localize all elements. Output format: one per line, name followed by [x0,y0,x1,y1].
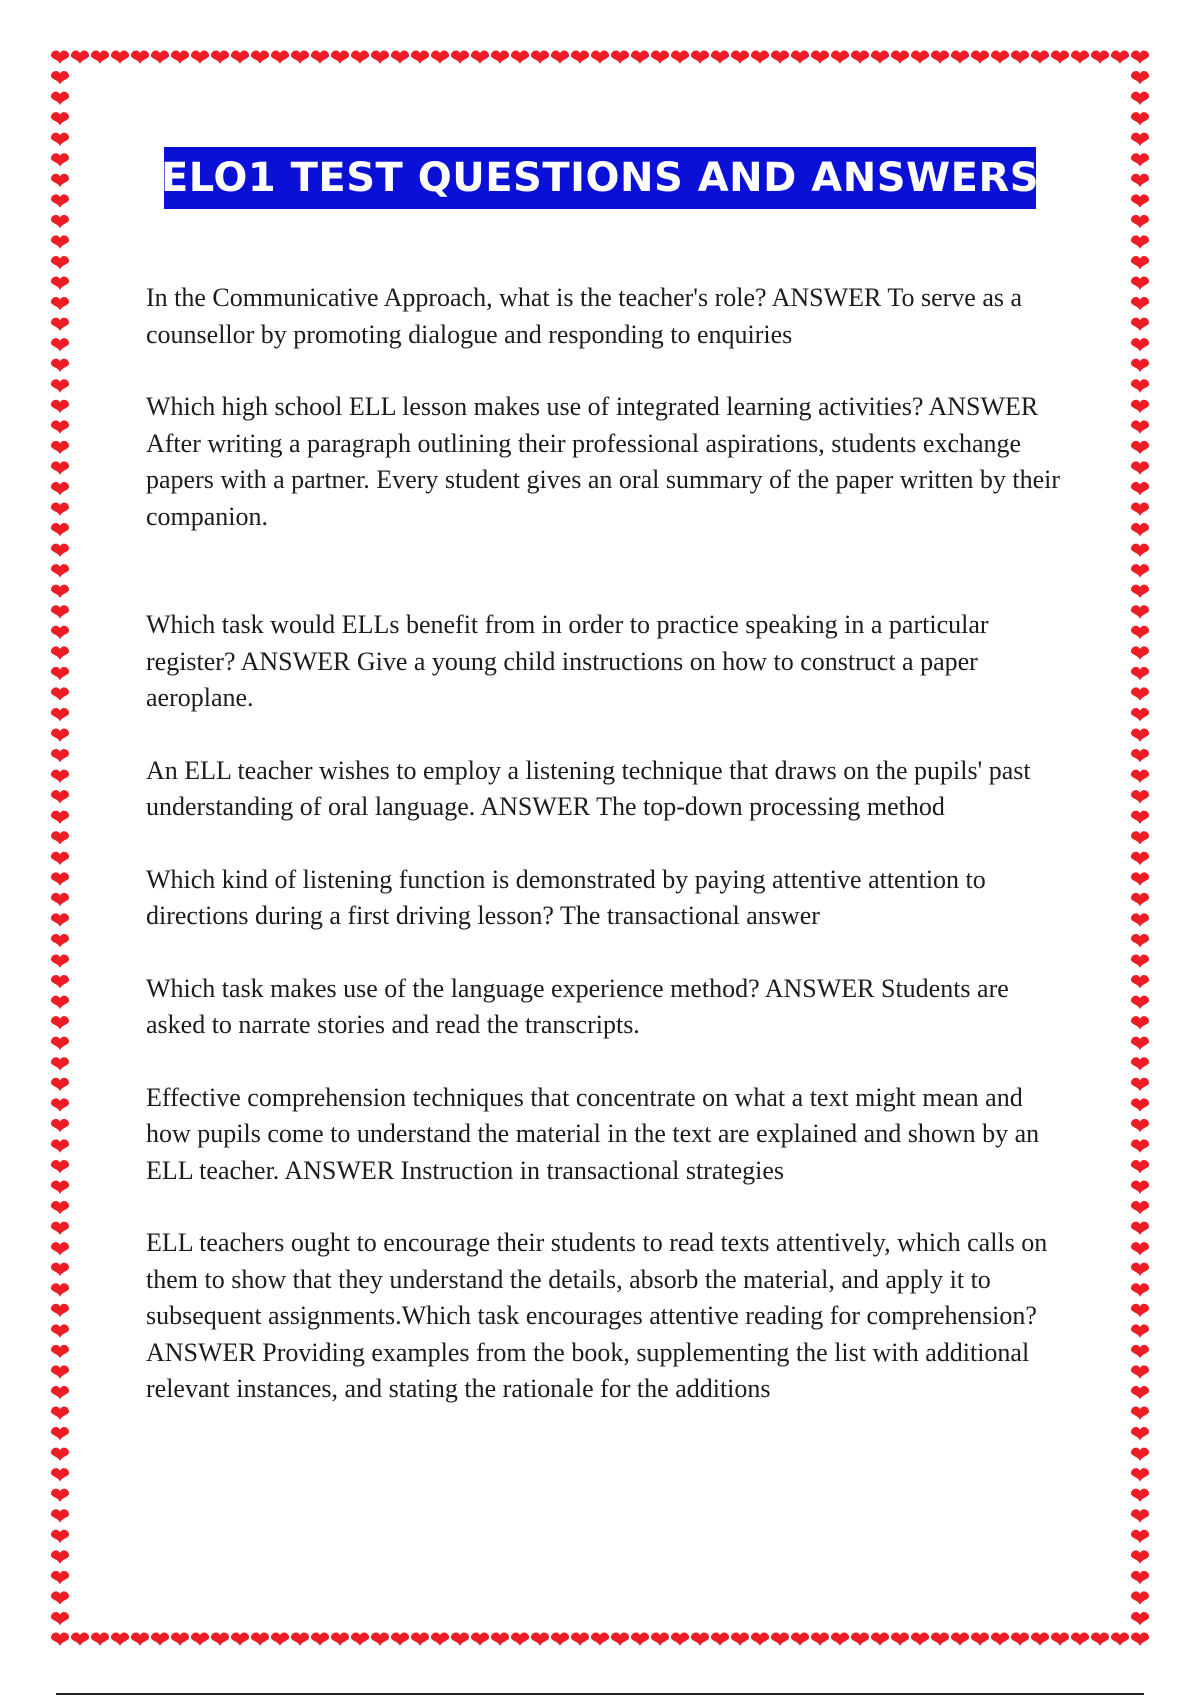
qa-item: ELL teachers ought to encourage their students to read texts attentively, which calls on them to show that they understand the details, absorb the material, and apply it to subsequent assignments.Which task encourages attentive reading for comprehension? ANSWER Providing examples from the book, supplementing the list with additional relevant instances, and stating the rationale for the additions [146,1228,1048,1403]
heart-icon [51,646,69,660]
heart-icon [51,1530,69,1544]
heart-icon [51,790,69,804]
heart-icon [931,51,949,65]
heart-icon [391,1633,409,1647]
heart-icon [51,729,69,743]
heart-icon [1131,1263,1149,1277]
heart-icon [1131,1407,1149,1421]
heart-icon [631,51,649,65]
heart-icon [691,51,709,65]
heart-icon [51,1365,69,1379]
heart-icon [611,1633,629,1647]
heart-icon [51,913,69,927]
heart-icon [51,174,69,188]
heart-icon [1131,112,1149,126]
heart-icon [451,51,469,65]
qa-item: Which task makes use of the language experience method? ANSWER Students are asked to narrate stories and read the transcripts. [146,973,1009,1039]
heart-icon [51,1324,69,1338]
heart-icon [1131,51,1149,65]
heart-icon [351,51,369,65]
heart-icon [51,585,69,599]
heart-icon [891,1633,909,1647]
heart-icon [1131,934,1149,948]
heart-icon [1131,1078,1149,1092]
heart-icon [791,1633,809,1647]
heart-icon [771,51,789,65]
heart-icon [911,51,929,65]
heart-icon [331,51,349,65]
heart-icon [631,1633,649,1647]
heart-icon [1131,893,1149,907]
heart-icon [371,51,389,65]
heart-icon [51,194,69,208]
heart-icon [1071,51,1089,65]
heart-icon [51,1098,69,1112]
heart-icon [711,51,729,65]
heart-icon [511,1633,529,1647]
heart-icon [1131,1222,1149,1236]
heart-icon [51,1448,69,1462]
heart-icon [391,51,409,65]
heart-icon [51,770,69,784]
heart-icon [691,1633,709,1647]
heart-icon [51,277,69,291]
heart-icon [111,1633,129,1647]
heart-icon [351,1633,369,1647]
heart-icon [51,544,69,558]
heart-icon [851,1633,869,1647]
heart-icon [991,1633,1009,1647]
heart-icon [51,893,69,907]
heart-icon [571,1633,589,1647]
heart-icon [1131,1448,1149,1462]
heart-icon [91,51,109,65]
heart-icon [51,811,69,825]
heart-icon [51,215,69,229]
heart-icon [1131,1550,1149,1564]
heart-icon [51,1468,69,1482]
heart-icon [51,1139,69,1153]
heart-icon [1131,996,1149,1010]
qa-item: Which kind of listening function is demonstrated by paying attentive attention to directions during a first driving lesson? The transactional answer [146,864,986,930]
heart-icon [1131,1591,1149,1605]
heart-icon [311,51,329,65]
heart-icon [51,1222,69,1236]
heart-icon [1131,1139,1149,1153]
heart-icon [131,51,149,65]
heart-icon [51,420,69,434]
heart-icon [551,51,569,65]
heart-icon [231,1633,249,1647]
heart-icon [1131,1016,1149,1030]
heart-icon [51,256,69,270]
heart-icon [491,1633,509,1647]
heart-icon [591,51,609,65]
heart-icon [51,1386,69,1400]
heart-icon [51,1571,69,1585]
heart-icon [1031,1633,1049,1647]
heart-icon [1131,1160,1149,1174]
heart-icon [651,1633,669,1647]
heart-icon [51,235,69,249]
heart-icon [51,482,69,496]
heart-icon [311,1633,329,1647]
heart-icon [51,359,69,373]
heart-icon [451,1633,469,1647]
heart-icon [51,112,69,126]
heart-icon [71,51,89,65]
heart-icon [1131,1509,1149,1523]
heart-icon [951,1633,969,1647]
heart-icon [51,1181,69,1195]
heart-icon [211,1633,229,1647]
heart-icon [851,51,869,65]
heart-icon [51,318,69,332]
heart-icon [531,51,549,65]
heart-icon [151,51,169,65]
heart-icon [51,955,69,969]
qa-item: An ELL teacher wishes to employ a listening technique that draws on the pupils' past understanding of oral language. ANSWER The top-down processing method [146,755,1031,821]
qa-item: Which high school ELL lesson makes use of integrated learning activities? ANSWER After writing a paragraph outlining their professional aspirations, students exchange papers with a partner. Every student gives an oral summary of the paper written by their companion. [146,392,1061,531]
heart-icon [431,1633,449,1647]
heart-icon [51,1591,69,1605]
heart-icon [191,1633,209,1647]
heart-icon [51,1304,69,1318]
heart-icon [1071,1633,1089,1647]
heart-icon [1131,749,1149,763]
heart-icon [1131,708,1149,722]
heart-icon [1131,400,1149,414]
title-banner [160,147,1040,209]
heart-icon [1131,667,1149,681]
heart-icon [1131,1386,1149,1400]
heart-icon [1131,1242,1149,1256]
heart-icon [51,934,69,948]
heart-icon [671,1633,689,1647]
heart-icon [1131,1037,1149,1051]
heart-icon [1131,420,1149,434]
heart-icon [1131,92,1149,106]
heart-icon [51,1489,69,1503]
heart-icon [51,400,69,414]
heart-icon [1111,51,1129,65]
heart-icon [1131,359,1149,373]
heart-icon [871,1633,889,1647]
heart-icon [711,1633,729,1647]
heart-icon [591,1633,609,1647]
heart-icon [51,831,69,845]
heart-icon [331,1633,349,1647]
heart-icon [1131,1181,1149,1195]
heart-icon [1131,133,1149,147]
heart-icon [1131,235,1149,249]
heart-icon [51,996,69,1010]
heart-icon [1131,790,1149,804]
heart-icon [171,1633,189,1647]
heart-icon [751,51,769,65]
heart-icon [811,1633,829,1647]
heart-icon [51,1057,69,1071]
heart-icon [211,51,229,65]
heart-icon [51,1160,69,1174]
heart-icon [51,1242,69,1256]
heart-icon [51,1633,69,1647]
qa-item: In the Communicative Approach, what is the teacher's role? ANSWER To serve as a counsellor by promoting dialogue and responding to enquiries [146,283,1023,349]
heart-icon [51,461,69,475]
heart-icon [1091,51,1109,65]
heart-icon [1131,1324,1149,1338]
heart-icon [51,153,69,167]
heart-icon [1131,955,1149,969]
heart-icon [1131,646,1149,660]
heart-icon [51,1016,69,1030]
heart-icon [1131,811,1149,825]
heart-icon [1011,1633,1029,1647]
heart-icon [131,1633,149,1647]
heart-icon [231,51,249,65]
heart-icon [1131,338,1149,352]
heart-icon [51,523,69,537]
heart-icon [671,51,689,65]
heart-icon [1051,1633,1069,1647]
heart-icon [1131,441,1149,455]
heart-icon [1131,852,1149,866]
heart-icon [1131,174,1149,188]
heart-icon [51,297,69,311]
heart-icon [51,605,69,619]
heart-icon [51,1345,69,1359]
heart-icon [51,872,69,886]
heart-icon [411,1633,429,1647]
heart-icon [651,51,669,65]
heart-icon [891,51,909,65]
heart-icon [1131,482,1149,496]
heart-icon [431,51,449,65]
heart-icon [151,1633,169,1647]
heart-icon [1131,626,1149,640]
heart-icon [791,51,809,65]
page-title: ELO1 TEST QUESTIONS AND ANSWERS [160,155,1040,201]
heart-icon [251,1633,269,1647]
heart-icon [1131,318,1149,332]
heart-icon [251,51,269,65]
heart-icon [1131,1530,1149,1544]
heart-icon [1131,1201,1149,1215]
heart-icon [51,1407,69,1421]
heart-icon [1031,51,1049,65]
heart-icon [811,51,829,65]
heart-icon [51,379,69,393]
heart-icon [51,503,69,517]
heart-icon [1131,215,1149,229]
heart-icon [51,708,69,722]
heart-icon [51,1550,69,1564]
heart-icon [531,1633,549,1647]
heart-icon [1131,1427,1149,1441]
heart-icon [1131,1468,1149,1482]
heart-icon [51,1427,69,1441]
heart-icon [911,1633,929,1647]
heart-icon [971,1633,989,1647]
heart-icon [51,1283,69,1297]
heart-icon [471,1633,489,1647]
heart-icon [1131,503,1149,517]
heart-icon [1131,585,1149,599]
heart-icon [1131,1571,1149,1585]
heart-icon [51,338,69,352]
heart-icon [871,51,889,65]
heart-icon [51,1509,69,1523]
heart-icon [611,51,629,65]
heart-icon [1131,1345,1149,1359]
qa-item: Effective comprehension techniques that concentrate on what a text might mean and how pupils come to understand the material in the text are explained and shown by an ELL teacher. ANSWER Instruction in transactional strategies [146,1082,1040,1185]
heart-icon [51,667,69,681]
qa-list [146,280,1066,1444]
heart-icon [1131,605,1149,619]
heart-icon [51,1201,69,1215]
heart-icon [191,51,209,65]
heart-icon [1111,1633,1129,1647]
heart-icon [831,1633,849,1647]
heart-icon [51,1119,69,1133]
heart-icon [1131,461,1149,475]
heart-icon [1131,913,1149,927]
heart-icon [51,852,69,866]
heart-icon [51,626,69,640]
heart-icon [51,1037,69,1051]
heart-icon [571,51,589,65]
heart-icon [51,564,69,578]
heart-icon [411,51,429,65]
heart-icon [1131,729,1149,743]
heart-icon [1131,277,1149,291]
heart-icon [951,51,969,65]
heart-icon [291,1633,309,1647]
heart-icon [1051,51,1069,65]
heart-icon [1131,687,1149,701]
heart-icon [1011,51,1029,65]
heart-icon [931,1633,949,1647]
heart-icon [51,133,69,147]
heart-icon [1131,153,1149,167]
heart-icon [51,51,69,65]
heart-icon [771,1633,789,1647]
heart-icon [1131,1365,1149,1379]
heart-icon [51,975,69,989]
heart-icon [1131,1304,1149,1318]
qa-item: Which task would ELLs benefit from in order to practice speaking in a particular register? ANSWER Give a young child instructions on how to construct a paper aeroplane. [146,610,989,712]
heart-icon [1131,1098,1149,1112]
heart-icon [751,1633,769,1647]
heart-icon [1131,770,1149,784]
heart-icon [991,51,1009,65]
heart-icon [471,51,489,65]
heart-icon [51,1263,69,1277]
heart-icon [51,1612,69,1626]
heart-icon [491,51,509,65]
heart-icon [1131,523,1149,537]
heart-icon [731,51,749,65]
heart-icon [551,1633,569,1647]
heart-icon [371,1633,389,1647]
heart-icon [1131,1283,1149,1297]
heart-icon [1091,1633,1109,1647]
heart-icon [51,1078,69,1092]
heart-icon [71,1633,89,1647]
heart-icon [51,92,69,106]
heart-icon [731,1633,749,1647]
heart-icon [1131,831,1149,845]
heart-icon [1131,1633,1149,1647]
heart-icon [51,71,69,85]
heart-icon [171,51,189,65]
heart-icon [111,51,129,65]
heart-icon [271,1633,289,1647]
heart-icon [1131,194,1149,208]
heart-icon [1131,544,1149,558]
heart-icon [291,51,309,65]
heart-icon [1131,1612,1149,1626]
heart-icon [1131,379,1149,393]
heart-icon [1131,872,1149,886]
heart-icon [1131,256,1149,270]
heart-icon [1131,1489,1149,1503]
heart-icon [971,51,989,65]
heart-icon [51,441,69,455]
heart-icon [1131,564,1149,578]
heart-icon [1131,1057,1149,1071]
heart-icon [51,687,69,701]
heart-icon [1131,71,1149,85]
heart-icon [1131,1119,1149,1133]
heart-icon [1131,297,1149,311]
heart-icon [271,51,289,65]
heart-icon [511,51,529,65]
heart-icon [51,749,69,763]
bottom-rule [56,1693,1144,1695]
heart-icon [91,1633,109,1647]
heart-icon [831,51,849,65]
heart-icon [1131,975,1149,989]
